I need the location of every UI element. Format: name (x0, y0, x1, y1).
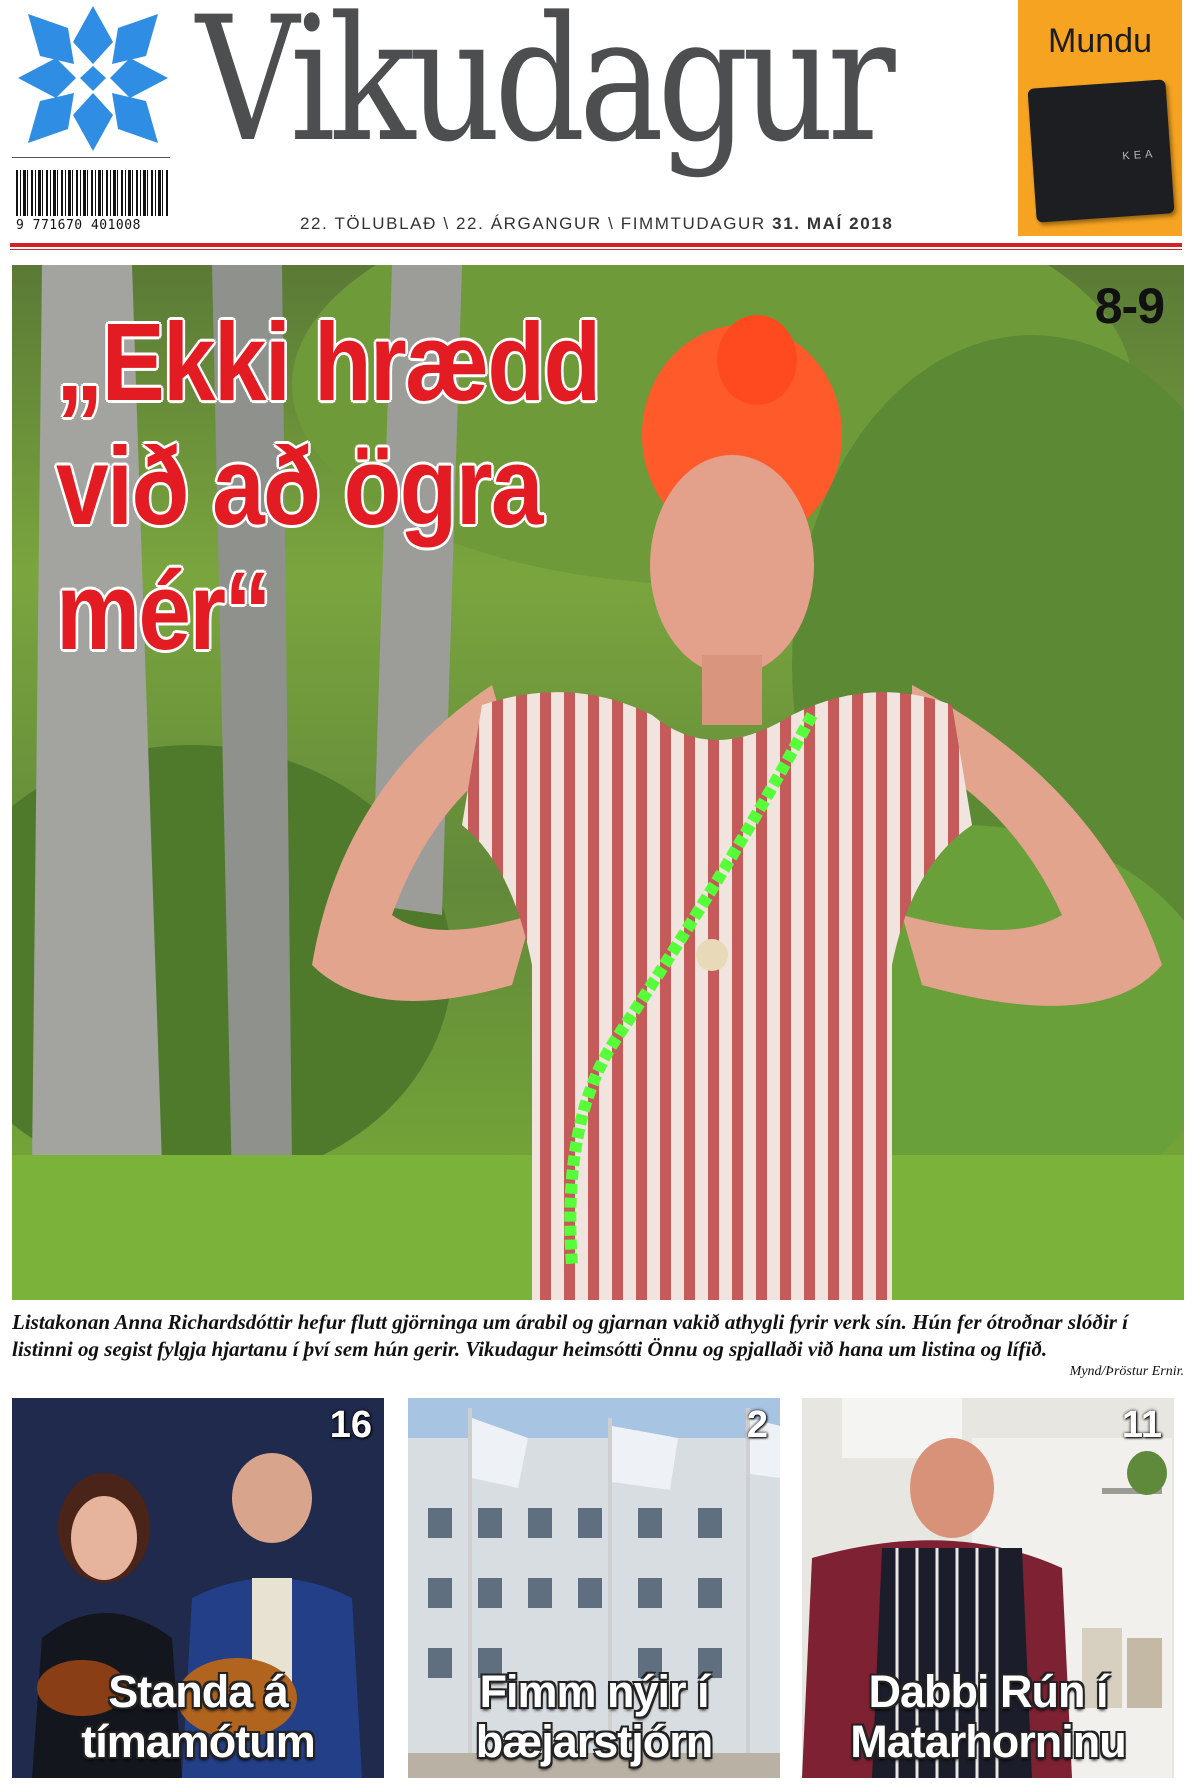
photo-credit: Mynd/Þröstur Ernir. (1069, 1364, 1184, 1379)
masthead (0, 0, 1200, 250)
cover-caption: Listakonan Anna Richardsdóttir hefur flutt gjörninga um árabil og gjarnan vakið athygli fyrir verk sín. Hún fer ótroðnar slóðir í listinni og segist fylgja hjartanu í því sem hún gerir. Vikudagur heimsótti Önnu og spjallaði við hana um listina og lífið. (12, 1310, 1128, 1361)
teaser-page-number: 11 (1121, 1404, 1162, 1446)
dateline-date: 31. MAÍ 2018 (772, 214, 894, 233)
teaser-musicians[interactable] (12, 1398, 384, 1778)
barcode-number: 9 771670 401008 (16, 218, 141, 233)
ad-card-image (1027, 79, 1174, 222)
teaser-title: Dabbi Rún í Matarhorninu (850, 1666, 1126, 1767)
barcode-bars (16, 170, 168, 216)
star-logo-icon (18, 6, 168, 151)
teaser-page-number: 2 (746, 1404, 768, 1446)
dateline-issue: 22. TÖLUBLAÐ \ 22. ÁRGANGUR \ FIMMTUDAGUR (300, 214, 766, 233)
cover-photo[interactable] (12, 265, 1184, 1300)
ad-card-text: KEA (1122, 148, 1157, 163)
barcode (16, 170, 168, 232)
dateline (300, 214, 893, 234)
teaser-town-council[interactable] (408, 1398, 780, 1778)
teaser-page-number: 16 (329, 1404, 372, 1446)
advertisement[interactable] (1018, 0, 1182, 236)
teaser-title: Standa á tímamótum (81, 1666, 315, 1767)
ad-label: Mundu (1048, 22, 1152, 60)
cover-headline[interactable]: „Ekki hrædd við að ögra mér“ (56, 301, 600, 673)
logo-divider (12, 157, 170, 158)
masthead-rule (10, 243, 1182, 247)
teaser-title: Fimm nýir í bæjarstjórn (475, 1666, 713, 1767)
teaser-food-corner[interactable] (802, 1398, 1174, 1778)
cover-page-reference: 8-9 (1094, 278, 1164, 334)
masthead-rule-thin (10, 249, 1182, 250)
newspaper-title: Vikudagur (196, 0, 890, 180)
